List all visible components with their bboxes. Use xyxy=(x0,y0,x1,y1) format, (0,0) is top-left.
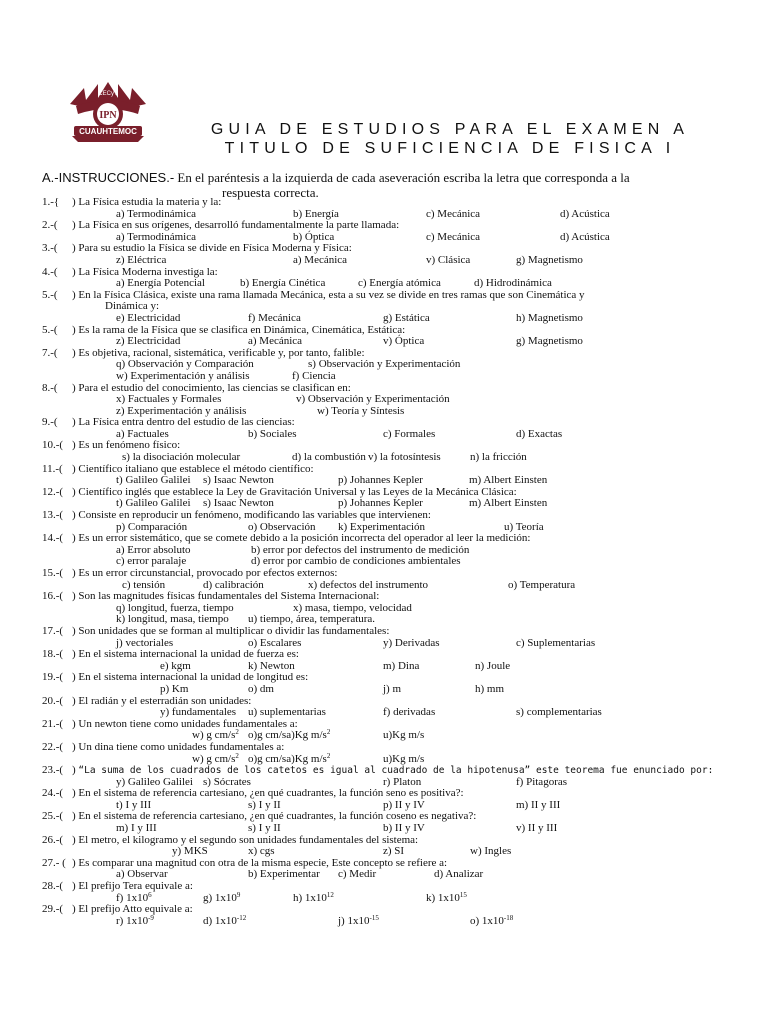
answer-option: s) I y II xyxy=(248,822,281,835)
question-number[interactable]: 4.-( xyxy=(42,265,58,278)
answer-option: o) Observación xyxy=(248,520,316,533)
question-text: ) Son las magnitudes físicas fundamentales del Sistema Internacional: xyxy=(72,590,380,603)
answer-option: b) Energía xyxy=(293,207,339,220)
question-item xyxy=(42,383,742,406)
answer-option: d) la combustión xyxy=(292,451,366,464)
question-text: ) Un dina tiene como unidades fundamentales a: xyxy=(72,740,285,753)
answer-option: c) Medir xyxy=(338,868,377,881)
answer-option: a) Error absoluto xyxy=(116,543,191,556)
question-number[interactable]: 13.-( xyxy=(42,509,64,522)
question-text: ) Es un fenómeno físico: xyxy=(72,439,181,452)
answer-option: k) longitud, masa, tiempo xyxy=(116,613,229,626)
question-number[interactable]: 15.-( xyxy=(42,567,64,579)
answer-option: p) II y IV xyxy=(383,798,425,811)
answer-option: b) Óptica xyxy=(293,230,335,243)
question-text: ) La Física entra dentro del estudio de las ciencias: xyxy=(72,416,295,429)
question-number[interactable]: 14.-( xyxy=(42,532,64,545)
question-number[interactable]: 11.-( xyxy=(42,462,63,475)
answer-option: d) Analizar xyxy=(434,868,484,881)
answer-option: c) Formales xyxy=(383,427,436,440)
question-number[interactable]: 28.-( xyxy=(42,880,64,893)
answer-option: s) Observación y Experimentación xyxy=(308,358,461,371)
question-item xyxy=(42,417,742,440)
answer-option: b) Sociales xyxy=(248,427,297,440)
question-number[interactable]: 23.-( xyxy=(42,764,64,777)
question-list xyxy=(42,197,742,927)
answer-option: f) derivadas xyxy=(383,706,436,719)
answer-option: h) Magnetismo xyxy=(516,311,583,324)
question-number[interactable]: 5.-( xyxy=(42,323,58,336)
answer-option: z) Experimentación y análisis xyxy=(116,404,247,417)
answer-option: d) Exactas xyxy=(516,427,563,440)
answer-option: f) Ciencia xyxy=(292,369,336,382)
answer-option: k) Experimentación xyxy=(338,520,426,533)
answer-options xyxy=(42,684,742,696)
answer-option: h) mm xyxy=(475,682,505,695)
answer-option: x) Factuales y Formales xyxy=(116,393,222,406)
question-line xyxy=(42,881,742,893)
answer-option: g) Estática xyxy=(383,311,430,324)
answer-option: a) Factuales xyxy=(116,427,169,440)
answer-option: g) Magnetismo xyxy=(516,253,583,266)
question-line xyxy=(42,197,742,209)
title-line-1: GUIA DE ESTUDIOS PARA EL EXAMEN A xyxy=(210,121,690,138)
answer-option: v) la fotosíntesis xyxy=(368,451,441,464)
answer-option: d) $1x10^{-12}$ xyxy=(203,913,247,927)
question-item xyxy=(42,742,742,765)
question-text: ) Un newton tiene como unidades fundamentales a: xyxy=(72,717,298,730)
question-text: ) Para su estudio la Física se divide en Física Moderna y Física: xyxy=(72,242,352,255)
question-line xyxy=(42,510,742,522)
answer-option: g) Magnetismo xyxy=(516,335,583,348)
question-number[interactable]: 24.-( xyxy=(42,787,64,800)
question-item xyxy=(42,243,742,266)
question-number[interactable]: 8.-( xyxy=(42,381,58,394)
question-item xyxy=(42,325,742,348)
question-text: ) Es comparar una magnitud con otra de la misma especie, Este concepto se refiere a: xyxy=(72,856,448,869)
question-number[interactable]: 18.-( xyxy=(42,648,64,661)
question-number[interactable]: 16.-( xyxy=(42,590,64,603)
question-number[interactable]: 20.-( xyxy=(42,694,64,707)
title-line-2: TITULO DE SUFICIENCIA DE FISICA I xyxy=(224,140,676,157)
answer-options xyxy=(42,336,742,348)
answer-option: f) Pitagoras xyxy=(516,775,568,788)
question-number[interactable]: 10.-( xyxy=(42,439,64,452)
answer-option: a) Energía Potencial xyxy=(116,277,205,290)
question-text: ) Consiste en reproducir un fenómeno, modificando las variables que intervienen: xyxy=(72,509,431,522)
answer-option: f) $1x10^6$ xyxy=(116,890,152,904)
answer-option: z) Electricidad xyxy=(116,335,181,348)
question-line xyxy=(42,626,742,638)
answer-option: t) Galileo Galilei xyxy=(116,474,191,487)
question-item xyxy=(42,568,742,591)
answer-option: b) error por defectos del instrumento de medición xyxy=(251,543,470,556)
answer-option: s) I y II xyxy=(248,798,281,811)
answer-option: c) Mecánica xyxy=(426,230,481,243)
answer-option: c) Suplementarias xyxy=(516,636,596,649)
answer-option: k) Newton xyxy=(248,659,295,672)
answer-option: y) fundamentales xyxy=(160,706,237,719)
question-text: ) Es objetiva, racional, sistemática, verificable y, por tanto, falible: xyxy=(72,346,365,359)
answer-option: d) Hidrodinámica xyxy=(474,277,552,290)
question-item xyxy=(42,440,742,463)
answer-options xyxy=(42,278,742,290)
question-number[interactable]: 12.-( xyxy=(42,485,64,498)
answer-option: d) calibración xyxy=(203,578,264,591)
answer-option: o)g cm/sa)Kg $m/s^2$ xyxy=(248,728,331,742)
question-item xyxy=(42,591,742,614)
answer-option: w) g $cm/s^2$ xyxy=(192,728,239,742)
question-number[interactable]: 7.-( xyxy=(42,346,58,359)
question-text: ) Es un error circunstancial, provocado por efectos externos: xyxy=(72,567,338,579)
answer-option: q) Observación y Comparación xyxy=(116,358,254,371)
answer-option: a) Mecánica xyxy=(248,335,303,348)
answer-option: v) Óptica xyxy=(383,335,425,348)
question-number[interactable]: 29.-( xyxy=(42,903,64,916)
logo-top-text: CECyT xyxy=(98,91,118,97)
answer-option: m) Albert Einsten xyxy=(469,497,548,510)
answer-option: v) Clásica xyxy=(426,253,471,266)
question-item xyxy=(42,197,742,220)
question-number[interactable]: 2.-( xyxy=(42,219,58,232)
answer-option: q) longitud, fuerza, tiempo xyxy=(116,601,234,614)
answer-option: x) cgs xyxy=(248,845,275,858)
answer-options xyxy=(42,751,742,766)
answer-option: p) Comparación xyxy=(116,520,188,533)
question-text: ) “La suma de los cuadrados de los catetos es igual al cuadrado de la hipotenusa” este teorema fue enunciado por: xyxy=(72,764,714,777)
answer-option: a) Observar xyxy=(116,868,168,881)
answer-options xyxy=(42,394,742,406)
answer-option: y) Galileo Galilei xyxy=(116,775,193,788)
question-number[interactable]: 27.- ( xyxy=(42,856,66,869)
answer-options xyxy=(42,313,742,325)
answer-option: c) error paralaje xyxy=(116,555,187,568)
answer-option: r) Platon xyxy=(383,775,422,788)
answer-option: z) Eléctrica xyxy=(116,253,167,266)
answer-option: m) Albert Einsten xyxy=(469,474,548,487)
instructions-text: En el paréntesis a la izquierda de cada aseveración escriba la letra que corresponda a la xyxy=(174,170,630,185)
question-number[interactable]: 21.-( xyxy=(42,717,64,730)
question-text: ) El prefijo Tera equivale a: xyxy=(72,880,193,893)
answer-option: u) tiempo, área, temperatura. xyxy=(248,613,376,626)
question-item xyxy=(42,672,742,695)
answer-option: g) $1x10^9$ xyxy=(203,890,241,904)
answer-option: j) m xyxy=(383,682,402,695)
answer-option: v) Observación y Experimentación xyxy=(296,393,450,406)
question-item xyxy=(42,626,742,649)
answer-option: m) Dina xyxy=(383,659,420,672)
answer-options xyxy=(42,452,742,464)
answer-option: k) $1x10^{15}$ xyxy=(426,890,467,904)
question-text: ) Científico italiano que establece el método científico: xyxy=(72,462,314,475)
answer-option: c) Energía atómica xyxy=(358,277,441,290)
answer-option: d) Acústica xyxy=(560,207,610,220)
question-number[interactable]: 9.-( xyxy=(42,416,58,429)
question-number[interactable]: 3.-( xyxy=(42,242,58,255)
answer-option: v) II y III xyxy=(516,822,558,835)
question-text: ) En el sistema internacional la unidad de fuerza es: xyxy=(72,648,299,661)
question-item xyxy=(42,487,742,510)
question-text: ) Es la rama de la Física que se clasifica en Dinámica, Cinemática, Estática: xyxy=(72,323,406,336)
question-item xyxy=(42,835,742,858)
question-item xyxy=(42,267,742,290)
question-item xyxy=(42,719,742,742)
question-item xyxy=(42,510,742,533)
answer-option: y) Derivadas xyxy=(383,636,440,649)
answer-option: f) Mecánica xyxy=(248,311,301,324)
answer-option: b) Energía Cinética xyxy=(240,277,326,290)
answer-options xyxy=(42,255,742,267)
logo-center-text: IPN xyxy=(99,110,117,121)
answer-option: d) error por cambio de condiciones ambientales xyxy=(251,555,461,568)
question-line xyxy=(42,568,742,580)
answer-option: p) Johannes Kepler xyxy=(338,497,423,510)
instructions-continuation: respuesta correcta. xyxy=(222,185,319,200)
question-continuation: Dinámica y: xyxy=(105,300,160,313)
question-item xyxy=(42,696,742,719)
answer-option: j) $1x10^{-15}$ xyxy=(338,913,379,927)
question-number[interactable]: 5.-( xyxy=(42,288,58,301)
answer-option: h) $1x10^{12}$ xyxy=(293,890,334,904)
question-number[interactable]: 17.-( xyxy=(42,624,64,637)
question-item xyxy=(42,371,742,383)
question-text: ) La Física estudia la materia y la: xyxy=(72,196,222,208)
question-text: ) La Física en sus orígenes, desarrolló fundamentalmente la parte llamada: xyxy=(72,219,400,232)
answer-option: u) Teoría xyxy=(504,520,544,533)
answer-option: y) MKS xyxy=(172,845,208,858)
instructions-lead: A.-INSTRUCCIONES.- xyxy=(42,170,175,185)
answer-options xyxy=(42,707,742,719)
quoted-theorem: “La suma de los cuadrados de los catetos es igual al cuadrado de la hipotenusa” xyxy=(78,765,531,777)
question-number[interactable]: 25.-( xyxy=(42,810,64,823)
answer-option: x) defectos del instrumento xyxy=(308,578,429,591)
answer-option: r) $1x10^{-9}$ xyxy=(116,913,154,927)
question-text: ) En el sistema de referencia cartesiano, ¿en qué cuadrantes, la función seno es positiva?: xyxy=(72,787,464,800)
answer-option: a) Mecánica xyxy=(293,253,348,266)
question-item xyxy=(42,348,742,371)
question-item xyxy=(42,649,742,672)
question-number[interactable]: 19.-( xyxy=(42,671,64,684)
question-item xyxy=(42,464,742,487)
question-item xyxy=(42,788,742,811)
school-logo xyxy=(68,74,148,146)
question-text: ) El radián y el esterradián son unidades: xyxy=(72,694,252,707)
question-line xyxy=(42,649,742,661)
answer-option: a) Termodinámica xyxy=(116,207,196,220)
question-number[interactable]: 22.-( xyxy=(42,740,64,753)
question-number[interactable]: 26.-( xyxy=(42,833,64,846)
question-text: ) El prefijo Atto equivale a: xyxy=(72,903,193,916)
answer-option: z) SI xyxy=(383,845,405,858)
question-text: ) En la Física Clásica, existe una rama llamada Mecánica, esta a su vez se divide en tres ramas que son Cinemática y xyxy=(72,288,585,301)
answer-option: b) Experimentar xyxy=(248,868,320,881)
answer-option: s) la disociación molecular xyxy=(122,451,241,464)
document-title xyxy=(160,120,740,158)
answer-option: s) Isaac Newton xyxy=(203,497,274,510)
question-text: ) Es un error sistemático, que se comete debido a la posición incorrecta del operador al leer la medición: xyxy=(72,532,531,545)
answer-option: s) Isaac Newton xyxy=(203,474,274,487)
question-text: ) La Física Moderna investiga la: xyxy=(72,265,218,278)
answer-option: m) I y III xyxy=(116,822,157,835)
answer-option: w) g $cm/s^2$ xyxy=(192,751,239,765)
answer-option: n) la fricción xyxy=(470,451,527,464)
question-item xyxy=(42,220,742,243)
answer-option: u) suplementarias xyxy=(248,706,326,719)
answer-option: o) Temperatura xyxy=(508,578,576,591)
answer-option: o) Escalares xyxy=(248,636,302,649)
answer-option: e) kgm xyxy=(160,659,191,672)
question-line xyxy=(42,765,742,777)
question-item xyxy=(42,765,742,788)
question-number[interactable]: 1.-{ xyxy=(42,196,60,208)
answer-option: c) Mecánica xyxy=(426,207,481,220)
answer-option: n) Joule xyxy=(475,659,511,672)
question-text: ) Científico inglés que establece la Ley de Gravitación Universal y las Leyes de la Mecánica Clásica: xyxy=(72,485,517,498)
question-item xyxy=(42,811,742,834)
question-item xyxy=(42,858,742,881)
answer-option: d) Acústica xyxy=(560,230,610,243)
answer-option: w) Ingles xyxy=(470,845,512,858)
question-text: ) Son unidades que se forman al multiplicar o dividir las fundamentales: xyxy=(72,624,390,637)
answer-option: x) masa, tiempo, velocidad xyxy=(293,601,412,614)
answer-options xyxy=(42,371,742,383)
answer-option: s) Sócrates xyxy=(203,775,251,788)
answer-option: s) complementarias xyxy=(516,706,602,719)
question-item xyxy=(42,881,742,904)
answer-option: e) Electricidad xyxy=(116,311,181,324)
answer-options xyxy=(42,913,742,928)
answer-option: t) Galileo Galilei xyxy=(116,497,191,510)
question-line xyxy=(42,742,742,754)
answer-option: u)Kg m/s xyxy=(383,752,425,765)
answer-option: o)g cm/sa)Kg $m/s^2$ xyxy=(248,751,331,765)
answer-option: u)Kg m/s xyxy=(383,729,425,742)
answer-options xyxy=(42,823,742,835)
answer-option: o) $1x10^{-18}$ xyxy=(470,913,514,927)
answer-option: c) tensión xyxy=(122,578,166,591)
question-item xyxy=(42,904,742,927)
question-text: ) En el sistema de referencia cartesiano, ¿en qué cuadrantes, la función coseno es negativa?: xyxy=(72,810,477,823)
question-text: ) En el sistema internacional la unidad de longitud es: xyxy=(72,671,309,684)
answer-option: w) Teoría y Síntesis xyxy=(317,404,405,417)
question-text: ) Para el estudio del conocimiento, las ciencias se clasifican en: xyxy=(72,381,351,394)
answer-option: w) Experimentación y análisis xyxy=(116,369,250,382)
answer-option: o) dm xyxy=(248,682,274,695)
answer-option: m) II y III xyxy=(516,798,561,811)
question-item xyxy=(42,290,742,325)
answer-option: p) Johannes Kepler xyxy=(338,474,423,487)
answer-option: b) II y IV xyxy=(383,822,425,835)
logo-bottom-text: CUAUHTEMOC xyxy=(79,127,137,136)
answer-option: a) Termodinámica xyxy=(116,230,196,243)
question-item xyxy=(42,533,742,556)
answer-option: p) Km xyxy=(160,682,189,695)
answer-option: j) vectoriales xyxy=(116,636,174,649)
answer-option: t) I y III xyxy=(116,798,152,811)
question-text: ) El metro, el kilogramo y el segundo son unidades fundamentales del sistema: xyxy=(72,833,419,846)
